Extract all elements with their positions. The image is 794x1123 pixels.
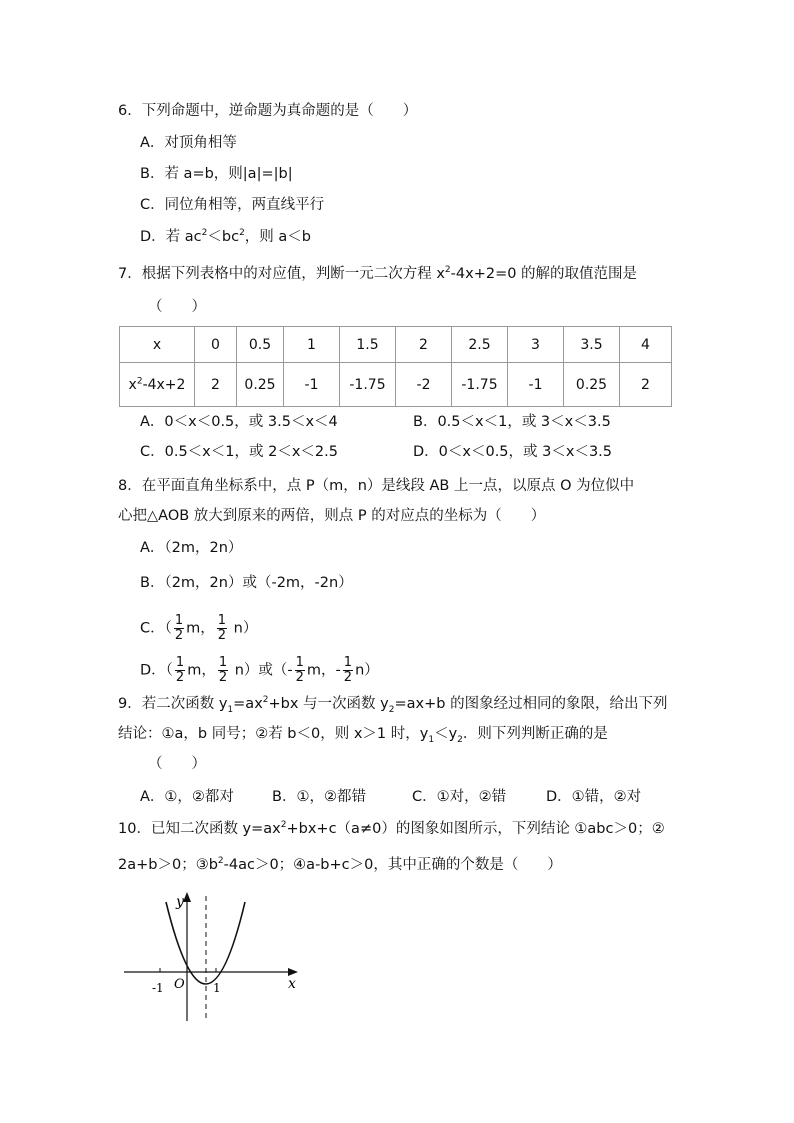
- neg-one-label: -1: [152, 981, 164, 995]
- table-cell: 1: [284, 327, 340, 363]
- q10-stem-line2: 2a+b＞0；$③b^2-4ac>0$；④a-b+c＞0，其中正确的个数是（ ）: [118, 856, 562, 873]
- table-cell: 0.5: [237, 327, 284, 363]
- table-cell: -1: [508, 363, 564, 407]
- q6-option-d: D．若 $ac^2<bc^2$，则 a＜b: [140, 228, 311, 245]
- table-header-x: x: [120, 327, 195, 363]
- q7-stem: 7．根据下列表格中的对应值，判断一元二次方程 $x^2-4x+2=0$ 的解的取值范围是: [118, 265, 638, 282]
- fraction-half: $\frac{1}{2}$: [175, 655, 185, 685]
- q7-option-d: D．0＜x＜0.5，或 3＜x＜3.5: [413, 444, 613, 460]
- q9-stem-line1: 9．若二次函数 $y_1=ax^2+bx$ 与一次函数 $y_2=ax+b$ 的图象经过相同的象限，给出下列: [118, 695, 668, 715]
- x-axis-arrow: [288, 968, 298, 976]
- table-cell: 0.25: [564, 363, 620, 407]
- q8-option-c: C．（ $\frac{1}{2}$ m， $\frac{1}{2}$ n）: [140, 613, 258, 643]
- fraction-half: $\frac{1}{2}$: [174, 613, 184, 643]
- y-axis-label: y: [176, 894, 184, 910]
- table-cell: 1.5: [340, 327, 396, 363]
- fraction-half: $\frac{1}{2}$: [218, 655, 228, 685]
- fraction-half: $\frac{1}{2}$: [343, 655, 353, 685]
- q7-option-a: A．0＜x＜0.5，或 3.5＜x＜4: [140, 414, 338, 430]
- table-cell: 3: [508, 327, 564, 363]
- y-axis-arrow: [183, 892, 191, 902]
- q8-option-a: A．（2m，2n）: [140, 540, 243, 556]
- q9-answer-paren: （ ）: [148, 756, 206, 772]
- table-cell: -1.75: [340, 363, 396, 407]
- q6-stem-text: 6．下列命题中，逆命题为真命题的是（ ）: [118, 103, 418, 119]
- q8-stem-line1: 8．在平面直角坐标系中，点 P（m，n）是线段 AB 上一点，以原点 O 为位似中: [118, 478, 635, 494]
- table-cell: -2: [396, 363, 452, 407]
- q8-option-b: B．（2m，2n）或（-2m，-2n）: [140, 575, 353, 591]
- x-axis-label: x: [288, 976, 296, 992]
- table-cell: -1.75: [452, 363, 508, 407]
- table-cell: 2: [396, 327, 452, 363]
- table-cell: 2: [620, 363, 672, 407]
- parabola-graph: [120, 888, 310, 1028]
- table-row-x: [120, 327, 672, 363]
- q9-stem-line2: 结论：①a，b 同号；②若 b＜0，则 x＞1 时，$y_1<y_2$．则下列判断正确的是: [118, 726, 608, 745]
- q6-stem: [118, 101, 417, 121]
- q7-value-table: [119, 326, 672, 407]
- origin-label: O: [174, 977, 185, 992]
- fraction-half: $\frac{1}{2}$: [295, 655, 304, 685]
- q8-stem-line2: 心把△AOB 放大到原来的两倍，则点 P 的对应点的坐标为（ ）: [118, 508, 546, 524]
- q6-option-a: A．对顶角相等: [140, 135, 237, 151]
- q6-option-c: C．同位角相等，两直线平行: [140, 197, 325, 213]
- table-cell: 2: [195, 363, 237, 407]
- q10-stem-line1: 10．已知二次函数 $y=ax^2+bx+c(a\ne 0)$的图象如图所示，下列结论 ①abc＞0；②: [118, 820, 665, 837]
- table-header-fx: $x^2-4x+2$: [120, 363, 195, 407]
- q9-option-b: B．①，②都错: [272, 789, 366, 805]
- q6-option-b: B．若 a=b，则|a|=|b|: [140, 166, 293, 182]
- table-cell: 0.25: [237, 363, 284, 407]
- table-cell: -1: [284, 363, 340, 407]
- table-cell: 0: [195, 327, 237, 363]
- q7-option-b: B．0.5＜x＜1，或 3＜x＜3.5: [413, 414, 611, 430]
- fraction-half: $\frac{1}{2}$: [217, 613, 227, 643]
- q9-option-c: C．①对，②错: [412, 789, 507, 805]
- q9-option-d: D．①错，②对: [546, 789, 642, 805]
- q9-option-a: A．①，②都对: [140, 789, 234, 805]
- one-label: 1: [213, 981, 221, 995]
- q8-option-d: D．（ $\frac{1}{2}$ m， $\frac{1}{2}$ n）或（- $\frac{1}{2}$ m，- $\frac{1}{2}$ n）: [140, 655, 379, 685]
- q7-answer-paren: （ ）: [148, 299, 206, 315]
- q7-option-c: C．0.5＜x＜1，或 2＜x＜2.5: [140, 444, 338, 460]
- table-cell: 3.5: [564, 327, 620, 363]
- table-row-fx: [120, 363, 672, 407]
- table-cell: 4: [620, 327, 672, 363]
- table-cell: 2.5: [452, 327, 508, 363]
